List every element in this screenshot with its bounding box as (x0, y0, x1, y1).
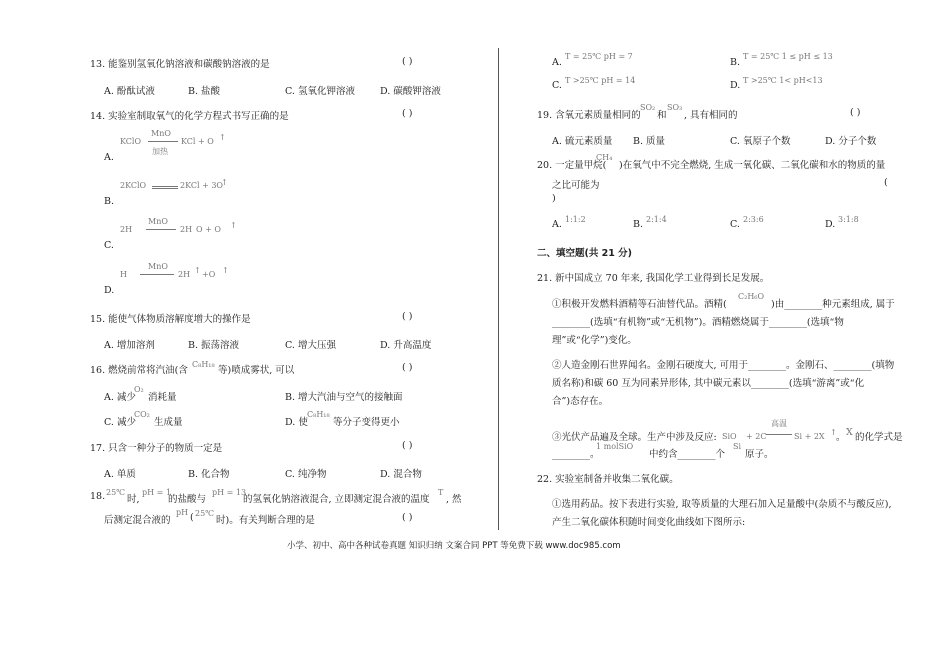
up-arrow-icon: ↑ (230, 221, 237, 230)
q18-option-b-label: B. (730, 57, 741, 68)
q16-paren: ( ) (402, 362, 413, 373)
q18-line2-b: ( (190, 512, 194, 523)
q14d-arrow-line (140, 274, 174, 275)
q21-p3-c: 的化学式是 (855, 432, 903, 443)
q21-p2-c: 合”)态存在。 (552, 396, 609, 407)
q14b-equal-line-1 (152, 186, 178, 187)
q21-p1-c: ________(选填“有机物”或“无机物”)。酒精燃烧属于________(选填“物 (552, 317, 844, 328)
q20-formula: CH₄ (596, 153, 613, 162)
q21-p3-eq-mid: + 2C (746, 432, 767, 441)
q15-stem: 15. 能使气体物质溶解度增大的操作是 (90, 314, 251, 325)
q18-option-d-value: T >25℃ 1< pH<13 (743, 76, 823, 85)
up-arrow-icon: ↑ (221, 178, 228, 187)
q19-paren: ( ) (850, 107, 861, 118)
q20-option-b-label: B. (633, 219, 644, 230)
q14b-right: 2KCl + 3O (180, 181, 223, 190)
q15-paren: ( ) (402, 311, 413, 322)
q16-formula: C₈H₁₈ (192, 360, 215, 369)
q18-ph1: pH = 1 (142, 488, 171, 497)
q14b-left: 2KClO (120, 181, 147, 190)
q21-p1-d: 理”或“化学”)变化。 (552, 335, 637, 346)
up-arrow-icon: ↑ (194, 266, 201, 275)
q21-p2-a: ②人造金刚石世界闻名。金刚石硬度大, 可用于________。金刚石、________(填物 (552, 360, 895, 371)
q14-option-d-label: D. (104, 285, 115, 296)
q16-option-d-a: D. 使 (285, 417, 308, 428)
q18-temp: 25℃ (106, 488, 126, 497)
q16-option-a-formula: O₂ (134, 385, 144, 394)
q13-paren: ( ) (402, 56, 413, 67)
q13-option-b: B. 盐酸 (188, 86, 221, 97)
q21-p3-eq-left: SiO (722, 432, 737, 441)
q20-option-a-label: A. (552, 219, 562, 230)
q14a-right: KCl + O (181, 137, 214, 146)
q18-line2-c: 时)。有关判断合理的是 (216, 515, 315, 526)
q18-ph2: pH = 13 (212, 488, 247, 497)
q19-formula-2: SO₃ (667, 103, 683, 112)
q21-p1-b: )由________种元素组成, 属于 (771, 299, 895, 310)
q18-line2-temp: 25℃ (195, 509, 215, 518)
q17-option-a: A. 单质 (104, 469, 136, 480)
q20-option-c-label: C. (730, 219, 740, 230)
q18-line2-a: 后测定混合液的 (104, 515, 171, 526)
q14a-left: KClO (120, 137, 141, 146)
q14-option-a-label: A. (104, 152, 114, 163)
q20-paren-close: ) (552, 193, 556, 204)
q18-s3: 的氢氧化钠溶液混合, 立即测定混合液的温度 (243, 494, 430, 505)
q21-p1-a: ①积极开发燃料酒精等石油替代品。酒精( (552, 299, 727, 310)
q19-option-d: D. 分子个数 (825, 136, 877, 147)
q16-option-a-b: 消耗量 (148, 392, 177, 403)
q18-number: 18. (90, 491, 106, 502)
q15-option-d: D. 升高温度 (380, 340, 432, 351)
q21-p3-si: Si (733, 442, 742, 451)
q21-p3-d: ________。 (552, 449, 600, 460)
q16-option-b: B. 增大汽油与空气的接触面 (285, 392, 403, 403)
q19-formula-1: SO₂ (640, 103, 656, 112)
q14d-right2: +O (202, 270, 216, 279)
q18-option-a-value: T = 25℃ pH = 7 (565, 52, 633, 61)
q20-option-d-value: 3:1:8 (838, 215, 859, 224)
q14d-right: 2H (178, 270, 191, 279)
q14-stem: 14. 实验室制取氧气的化学方程式书写正确的是 (90, 111, 289, 122)
q22-stem: 22. 实验室制备并收集二氧化碳。 (537, 474, 679, 485)
q20-option-a-value: 1:1:2 (565, 215, 586, 224)
q14d-catalyst: MnO (148, 262, 168, 271)
q16-option-c-formula: CO₂ (134, 410, 150, 419)
q16-option-d-formula: C₈H₁₈ (307, 410, 330, 419)
q16-stem-a: 16. 燃烧前常将汽油(含 (90, 365, 188, 376)
q19-stem-a: 19. 含氧元素质量相同的 (537, 110, 641, 121)
q20-line2: 之比可能为 (552, 180, 600, 191)
q18-s2: 的盐酸与 (168, 494, 207, 505)
q13-stem: 13. 能鉴别氢氧化钠溶液和碳酸钠溶液的是 (90, 59, 270, 70)
q13-option-c: C. 氢氧化钾溶液 (285, 86, 355, 97)
q19-stem-b: 和 (657, 110, 667, 121)
q22-p1-b: 产生二氧化碳体积随时间变化曲线如下图所示: (552, 517, 746, 528)
q18-option-c-value: T >25℃ pH = 14 (565, 76, 636, 85)
q19-option-b: B. 质量 (633, 136, 666, 147)
q14a-arrow-line (148, 141, 178, 142)
q20-paren-open: ( (884, 177, 888, 188)
q17-paren: ( ) (402, 440, 413, 451)
q16-option-a-a: A. 减少 (104, 392, 136, 403)
section-title: 二、填空题(共 21 分) (537, 248, 633, 259)
q17-option-d: D. 混合物 (380, 469, 422, 480)
q14c-catalyst: MnO (148, 217, 168, 226)
q15-option-a: A. 增加溶剂 (104, 340, 155, 351)
q14a-condition: 加热 (152, 147, 168, 156)
q21-p2-b: 质名称)和碳 60 互为同素异形体, 其中碳元素以________(选填“游离”或“化 (552, 378, 865, 389)
q14-option-b-label: B. (104, 196, 115, 207)
q21-stem: 21. 新中国成立 70 年来, 我国化学工业得到长足发展。 (537, 273, 770, 284)
up-arrow-icon: ↑ (830, 428, 837, 437)
q20-option-b-value: 2:1:4 (646, 215, 667, 224)
q20-option-c-value: 2:3:6 (743, 215, 764, 224)
page-footer: 小学、初中、高中各种试卷真题 知识归纳 文案合同 PPT 等免费下载 www.doc985.com (287, 541, 621, 551)
column-divider (498, 48, 499, 530)
q18-T: T (438, 488, 444, 497)
q21-p3-eq-right: Si + 2X (794, 432, 825, 441)
q14c-left: 2H (120, 225, 133, 234)
q20-stem-a: 20. 一定量甲烷( (537, 160, 607, 171)
up-arrow-icon: ↑ (222, 266, 229, 275)
q18-s4: , 然 (446, 494, 462, 505)
q21-p3-a: ③光伏产品遍及全球。生产中涉及反应: (552, 432, 717, 443)
q14c-arrow-line (146, 229, 176, 230)
q15-option-c: C. 增大压强 (285, 340, 336, 351)
q16-option-c-a: C. 减少 (104, 417, 136, 428)
q22-p1-a: ①选用药品。按下表进行实验, 取等质量的大理石加入足量酸中(杂质不与酸反应), (552, 499, 892, 510)
q16-option-d-b: 等分子变得更小 (333, 417, 400, 428)
q17-stem: 17. 只含一种分子的物质一定是 (90, 443, 223, 454)
q20-option-d-label: D. (825, 219, 836, 230)
q21-p3-b: 。 (836, 432, 846, 443)
q14-paren: ( ) (402, 108, 413, 119)
q16-stem-b: 等)喷成雾状, 可以 (218, 365, 295, 376)
q14a-catalyst: MnO (151, 129, 171, 138)
q16-option-c-b: 生成量 (154, 417, 183, 428)
q19-option-c: C. 氧原子个数 (730, 136, 791, 147)
q21-p3-mol: 1 molSiO (596, 442, 634, 451)
q21-p3-e: 中约含________个 (649, 449, 726, 460)
q18-s1: 时, (127, 494, 140, 505)
q21-p3-g: 原子。 (745, 449, 774, 460)
q18-option-b-value: T = 25℃ 1 ≤ pH ≤ 13 (743, 52, 833, 61)
q14-option-c-label: C. (104, 240, 114, 251)
q14b-equal-line-2 (152, 188, 178, 189)
q19-stem-c: , 具有相同的 (684, 110, 738, 121)
q20-stem-b: )在氧气中不完全燃烧, 生成一氧化碳、二氧化碳和水的物质的量 (619, 160, 886, 171)
q18-option-c-label: C. (552, 80, 562, 91)
q21-p3-eq-line (766, 434, 792, 435)
q14c-right2: O + O (196, 225, 221, 234)
q18-paren: ( ) (402, 512, 413, 523)
q15-option-b: B. 振荡溶液 (188, 340, 240, 351)
up-arrow-icon: ↑ (219, 133, 226, 142)
q21-p3-x: X (846, 427, 853, 438)
q19-option-a: A. 硫元素质量 (552, 136, 613, 147)
q14c-right: 2H (180, 225, 193, 234)
q13-option-a: A. 酚酞试液 (104, 86, 155, 97)
q21-p1-formula: C₂H₆O (738, 292, 765, 301)
q14d-left: H (120, 270, 127, 279)
q17-option-b: B. 化合物 (188, 469, 230, 480)
q17-option-c: C. 纯净物 (285, 469, 327, 480)
q18-option-a-label: A. (552, 57, 562, 68)
q13-option-d: D. 碳酸钾溶液 (380, 86, 441, 97)
q18-line2-ph: pH (176, 508, 189, 517)
q18-option-d-label: D. (730, 80, 741, 91)
q21-p3-eq-condition: 高温 (771, 419, 787, 428)
